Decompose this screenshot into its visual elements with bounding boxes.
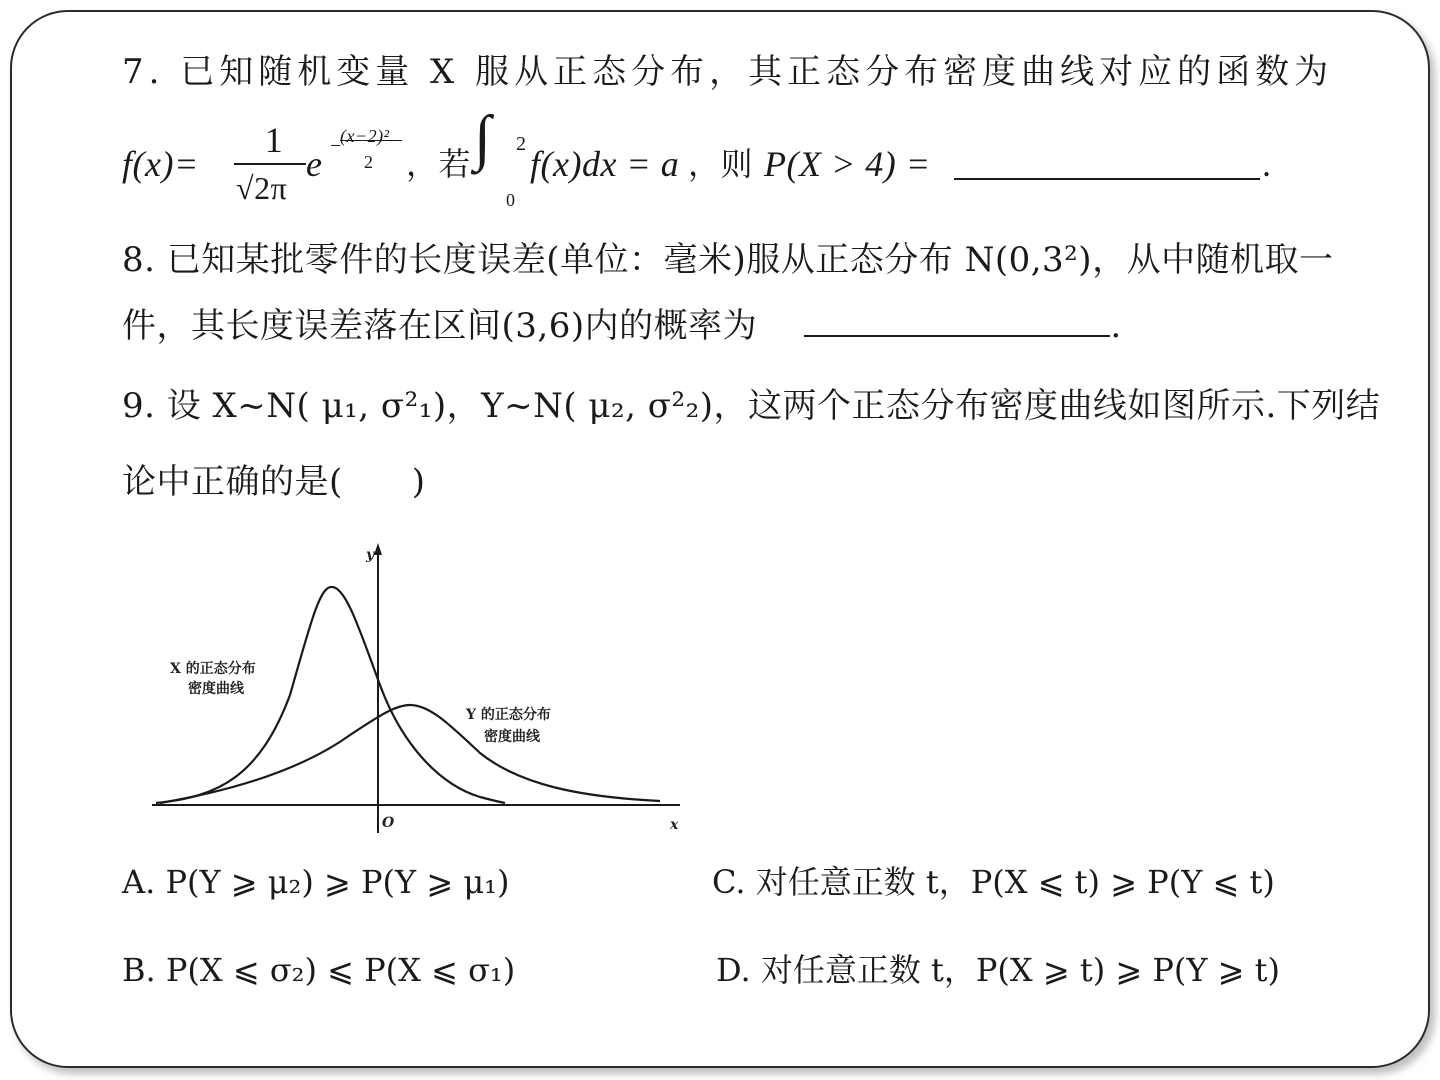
x-curve-label-line-1: X 的正态分布 [170,661,256,677]
integral-sign: ∫ [474,104,492,172]
exponent-minus: − [330,135,342,157]
x-axis-label: x [670,817,679,833]
comma-then: ，则 [688,145,754,183]
exponent-numerator: (x−2)² [340,126,390,146]
question-7-line-1: 7. 已知随机变量 X 服从正态分布，其正态分布密度曲线对应的函数为 [122,52,1334,92]
answer-blank-8[interactable] [804,309,1110,337]
formula-denominator: √2π [236,170,288,206]
integral-body: f(x)dx = a [530,144,680,184]
option-d[interactable]: D. 对任意正数 t，P(X ⩾ t) ⩾ P(Y ⩾ t) [716,951,1280,989]
question-9-line-1: 9. 设 X~N( μ₁, σ²₁)，Y~N( μ₂, σ²₂)，这两个正态分布密度曲线如图所示.下列结 [122,386,1381,426]
question-8-text: 件，其长度误差落在区间(3,6)内的概率为 [122,306,758,346]
y-density-curve [160,705,660,803]
formula-e: e [306,144,323,184]
formula-lhs: f(x)= [122,144,199,184]
comma-if: ，若 [406,145,472,183]
x-curve-label-line-2: 密度曲线 [188,681,244,697]
period-8: . [1110,306,1122,346]
period-7: . [1262,144,1272,184]
integral-upper: 2 [516,133,527,155]
option-a[interactable]: A. P(Y ⩾ μ₂) ⩾ P(Y ⩾ μ₁) [122,863,510,901]
probability-expression: P(X > 4) = [764,144,931,184]
exponent-bar [340,140,402,141]
answer-blank-7[interactable] [954,152,1260,180]
fraction-bar [234,163,306,165]
question-8-line-1: 8. 已知某批零件的长度误差(单位：毫米)服从正态分布 N(0,3²)，从中随机取一 [122,240,1334,280]
y-curve-label-line-1: Y 的正态分布 [466,707,551,723]
normal-curves-figure [140,535,700,840]
y-axis-label: y [366,547,375,563]
question-8-line-2 [122,306,1122,346]
y-curve-label-line-2: 密度曲线 [484,729,540,745]
formula-numerator: 1 [264,120,284,160]
question-9-line-2: 论中正确的是( ) [122,462,426,502]
y-axis-arrow [374,543,382,555]
integral-lower: 0 [506,190,516,210]
exponent-denominator: 2 [364,152,374,172]
option-c[interactable]: C. 对任意正数 t，P(X ⩽ t) ⩾ P(Y ⩽ t) [712,863,1275,901]
option-b[interactable]: B. P(X ⩽ σ₂) ⩽ P(X ⩽ σ₁) [122,951,516,989]
origin-label: O [382,815,395,831]
